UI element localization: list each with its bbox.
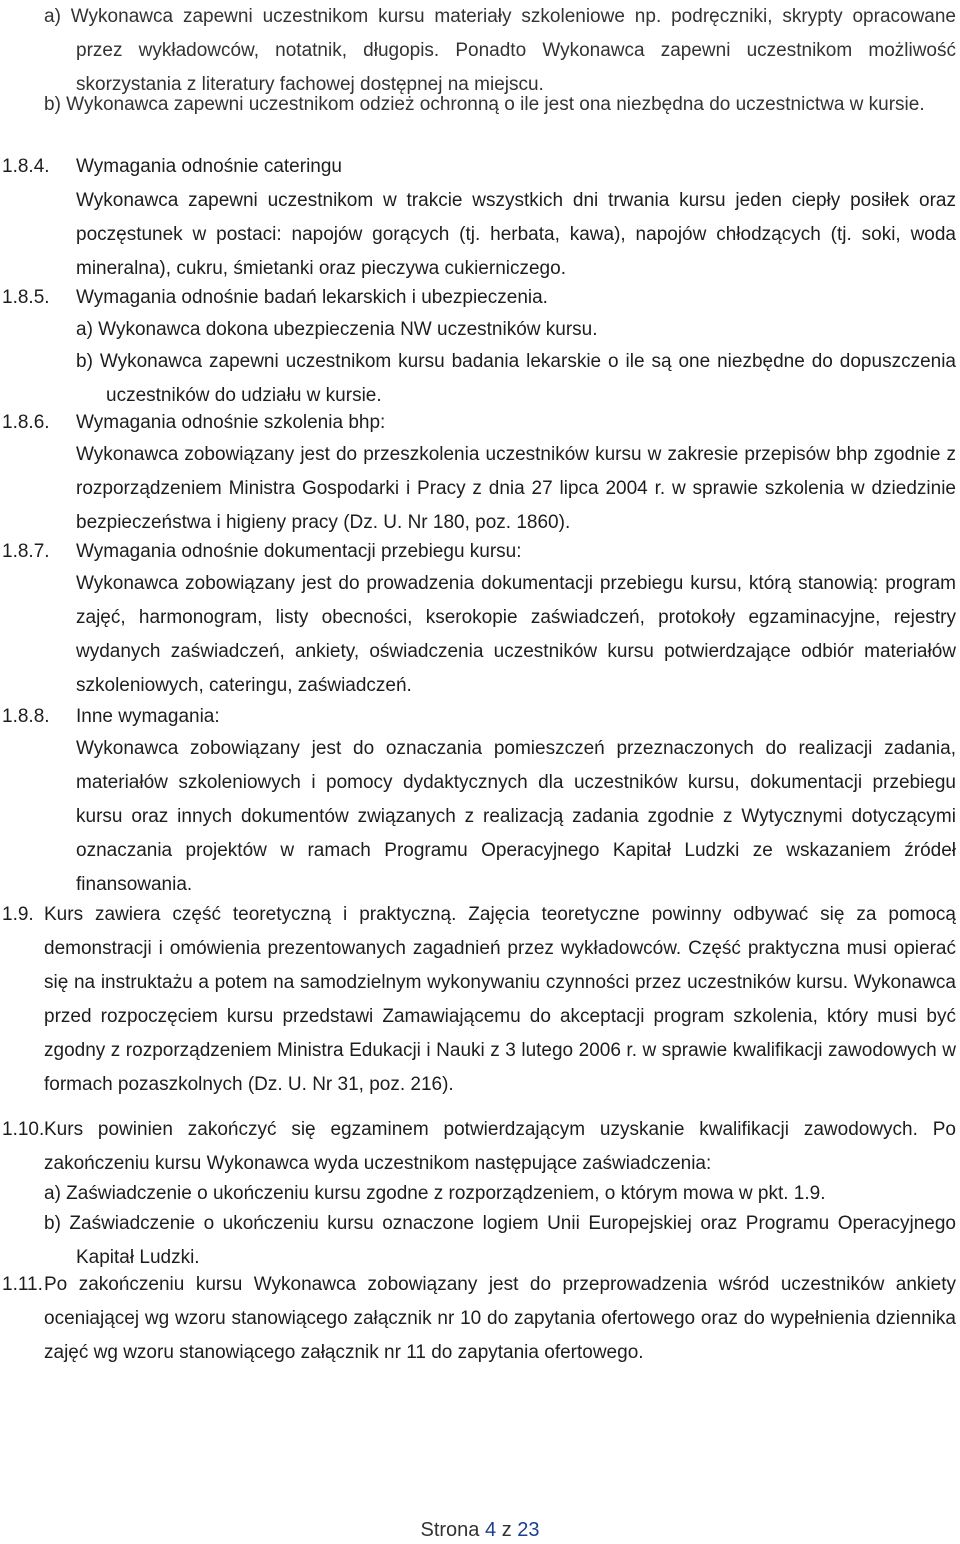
section-number: 1.8.8. [2, 706, 50, 727]
section-heading: Wymagania odnośnie szkolenia bhp: [76, 412, 386, 433]
section-number: 1.8.6. [2, 412, 50, 433]
section-heading: Wymagania odnośnie dokumentacji przebiegu kursu: [76, 541, 522, 562]
total-pages-number: 23 [517, 1519, 540, 1541]
top-item-a: a) Wykonawca zapewni uczestnikom kursu materiały szkoleniowe np. podręczniki, skrypty opracowane przez wykładowców, notatnik, długopis. Ponadto Wykonawca zapewni uczestnikom możliwość skorzystania z literatury fachowej dostępnej na miejscu. [44, 6, 956, 95]
section-body: Wykonawca zapewni uczestnikom w trakcie wszystkich dni trwania kursu jeden ciepły posiłek oraz poczęstunek w postaci: napojów gorących (tj. herbata, kawa), napojów chłodzących (tj. soki, woda mineralna), cukru, śmietanki oraz pieczywa cukierniczego. [76, 190, 956, 279]
section-number: 1.11. [2, 1274, 43, 1295]
section-number: 1.8.5. [2, 287, 50, 308]
section-number: 1.10. [2, 1119, 45, 1140]
section-body: Po zakończeniu kursu Wykonawca zobowiązany jest do przeprowadzenia wśród uczestników ankiety oceniającej wg wzoru stanowiącego załącznik nr 10 do zapytania ofertowego oraz do wypełnienia dziennika zajęć wg wzoru stanowiącego załącznik nr 11 do zapytania ofertowego. [44, 1274, 956, 1363]
section-number: 1.8.4. [2, 156, 50, 177]
page-footer [0, 1516, 960, 1544]
section-item-b: b) Zaświadczenie o ukończeniu kursu oznaczone logiem Unii Europejskiej oraz Programu Operacyjnego Kapitał Ludzki. [44, 1213, 956, 1268]
current-page-number: 4 [485, 1519, 497, 1541]
section-number: 1.8.7. [2, 541, 50, 562]
section-body: Kurs zawiera część teoretyczną i praktyczną. Zajęcia teoretyczne powinny odbywać się za pomocą demonstracji i omówienia prezentowanych zagadnień przez wykładowców. Część praktyczna musi opierać się na instruktażu a potem na samodzielnym wykonywaniu czynności przez uczestników kursu. Wykonawca przed rozpoczęciem kursu przedstawi Zamawiającemu do akceptacji program szkolenia, który musi być zgodny z rozporządzeniem Ministra Edukacji i Nauki z 3 lutego 2006 r. w sprawie kwalifikacji zawodowych w formach pozaszkolnych (Dz. U. Nr 31, poz. 216). [44, 904, 956, 1095]
section-number: 1.9. [2, 904, 34, 925]
page-label: Strona [420, 1519, 480, 1541]
section-body: Wykonawca zobowiązany jest do oznaczania pomieszczeń przeznaczonych do realizacji zadania, materiałów szkoleniowych i pomocy dydaktycznych dla uczestników kursu, dokumentacji przebiegu kursu oraz innych dokumentów związanych z realizacją zadania zgodnie z Wytycznymi dotyczącymi oznaczania projektów w ramach Programu Operacyjnego Kapitał Ludzki ze wskazaniem źródeł finansowania. [76, 738, 956, 895]
page-separator: z [501, 1519, 512, 1541]
section-heading: Wymagania odnośnie badań lekarskich i ubezpieczenia. [76, 287, 548, 308]
section-item-a: a) Zaświadczenie o ukończeniu kursu zgodne z rozporządzeniem, o którym mowa w pkt. 1.9. [44, 1183, 826, 1204]
section-item-a: a) Wykonawca dokona ubezpieczenia NW uczestników kursu. [76, 319, 598, 340]
section-heading: Inne wymagania: [76, 706, 220, 727]
section-body: Wykonawca zobowiązany jest do przeszkolenia uczestników kursu w zakresie przepisów bhp zgodnie z rozporządzeniem Ministra Gospodarki i Pracy z dnia 27 lipca 2004 r. w sprawie szkolenia w dziedzinie bezpieczeństwa i higieny pracy (Dz. U. Nr 180, poz. 1860). [76, 444, 956, 533]
section-body: Wykonawca zobowiązany jest do prowadzenia dokumentacji przebiegu kursu, którą stanowią: program zajęć, harmonogram, listy obecności, kserokopie zaświadczeń, protokoły egzaminacyjne, rejestry wydanych zaświadczeń, ankiety, oświadczenia uczestników kursu potwierdzające odbiór materiałów szkoleniowych, cateringu, zaświadczeń. [76, 573, 956, 696]
top-item-b: b) Wykonawca zapewni uczestnikom odzież ochronną o ile jest ona niezbędna do uczestnictwa w kursie. [44, 94, 925, 115]
section-item-b: b) Wykonawca zapewni uczestnikom kursu badania lekarskie o ile są one niezbędne do dopuszczenia uczestników do udziału w kursie. [76, 351, 956, 406]
section-body: Kurs powinien zakończyć się egzaminem potwierdzającym uzyskanie kwalifikacji zawodowych. Po zakończeniu kursu Wykonawca wyda uczestnikom następujące zaświadczenia: [44, 1119, 956, 1174]
section-heading: Wymagania odnośnie cateringu [76, 156, 342, 177]
